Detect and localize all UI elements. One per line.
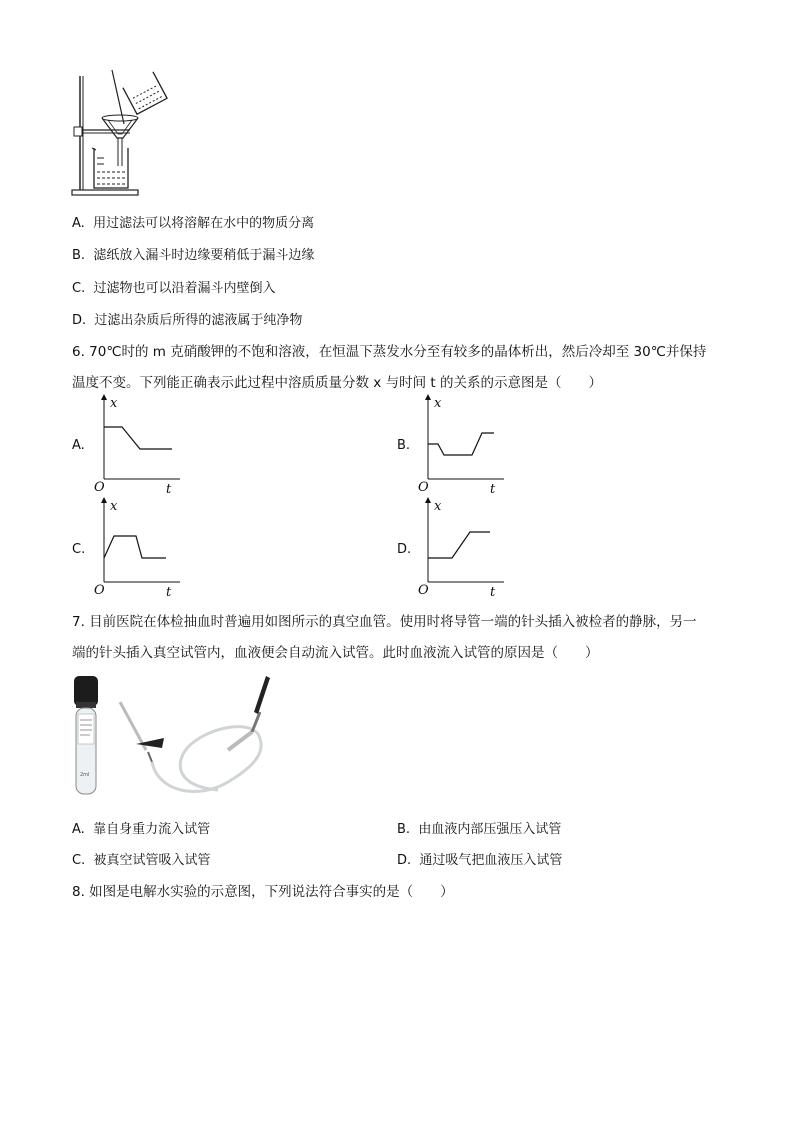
graph-d-letter: D. (397, 542, 412, 557)
option-text: 通过吸气把血液压入试管 (419, 853, 563, 868)
q5-option-d (72, 309, 302, 328)
tube-volume-label: 2ml (80, 772, 90, 778)
graph-d-ylabel: x (434, 499, 442, 514)
q6-stem-line1: 6. 70℃时的 m 克硝酸钾的不饱和溶液，在恒温下蒸发水分至有较多的晶体析出，然后冷却至 30℃并保持 (72, 344, 707, 360)
graph-d-xlabel: t (490, 585, 496, 600)
graph-b (412, 393, 512, 498)
graph-b-origin: O (418, 480, 429, 495)
graph-d-origin: O (418, 583, 429, 598)
graph-b-curve (428, 433, 494, 455)
option-letter: A. (72, 822, 85, 837)
q5-option-c (72, 277, 276, 296)
option-letter: C. (72, 853, 86, 868)
option-letter: A. (72, 216, 85, 231)
q5-option-b (72, 244, 314, 263)
q7-option-a (72, 818, 210, 837)
option-text: 过滤物也可以沿着漏斗内壁倒入 (93, 281, 276, 296)
option-letter: C. (72, 281, 86, 296)
graph-a-letter: A. (72, 438, 85, 453)
graph-c-ylabel: x (110, 499, 118, 514)
graph-b-letter: B. (397, 438, 411, 453)
option-text: 滤纸放入漏斗时边缘要稍低于漏斗边缘 (93, 248, 315, 263)
option-text: 靠自身重力流入试管 (93, 822, 211, 837)
graph-b-xlabel: t (490, 482, 496, 497)
graph-c-letter: C. (72, 542, 86, 557)
graph-d (412, 496, 512, 601)
option-text: 由血液内部压强压入试管 (418, 822, 562, 837)
graph-a (88, 393, 188, 498)
q8-stem-line1: 8. 如图是电解水实验的示意图，下列说法符合事实的是（ ） (72, 884, 454, 900)
q7-stem-line2: 端的针头插入真空试管内，血液便会自动流入试管。此时血液流入试管的原因是（ ） (72, 645, 599, 661)
graph-b-ylabel: x (434, 396, 442, 411)
filtration-apparatus-figure (70, 68, 170, 200)
graph-c-xlabel: t (166, 585, 172, 600)
q7-option-c (72, 849, 211, 868)
option-letter: D. (72, 313, 87, 328)
option-text: 用过滤法可以将溶解在水中的物质分离 (93, 216, 315, 231)
graph-c-curve (104, 536, 166, 558)
option-letter: B. (72, 248, 86, 263)
q7-option-b (397, 818, 561, 837)
q5-option-a (72, 212, 314, 231)
option-text: 过滤出杂质后所得的滤液属于纯净物 (94, 313, 303, 328)
graph-a-origin: O (94, 480, 105, 495)
q7-stem-line1: 7. 目前医院在体检抽血时普遍用如图所示的真空血管。使用时将导管一端的针头插入被检者的静脉，另一 (72, 614, 697, 630)
graph-c (88, 496, 188, 601)
graph-c-origin: O (94, 583, 105, 598)
graph-a-ylabel: x (110, 396, 118, 411)
option-letter: D. (397, 853, 412, 868)
option-letter: B. (397, 822, 411, 837)
vacuum-blood-tube-figure (68, 672, 278, 802)
graph-d-curve (428, 532, 490, 558)
graph-a-xlabel: t (166, 482, 172, 497)
graph-a-curve (104, 427, 172, 449)
option-text: 被真空试管吸入试管 (93, 853, 211, 868)
q6-stem-line2: 温度不变。下列能正确表示此过程中溶质质量分数 x 与时间 t 的关系的示意图是（ ） (72, 375, 602, 391)
q7-option-d (397, 849, 562, 868)
